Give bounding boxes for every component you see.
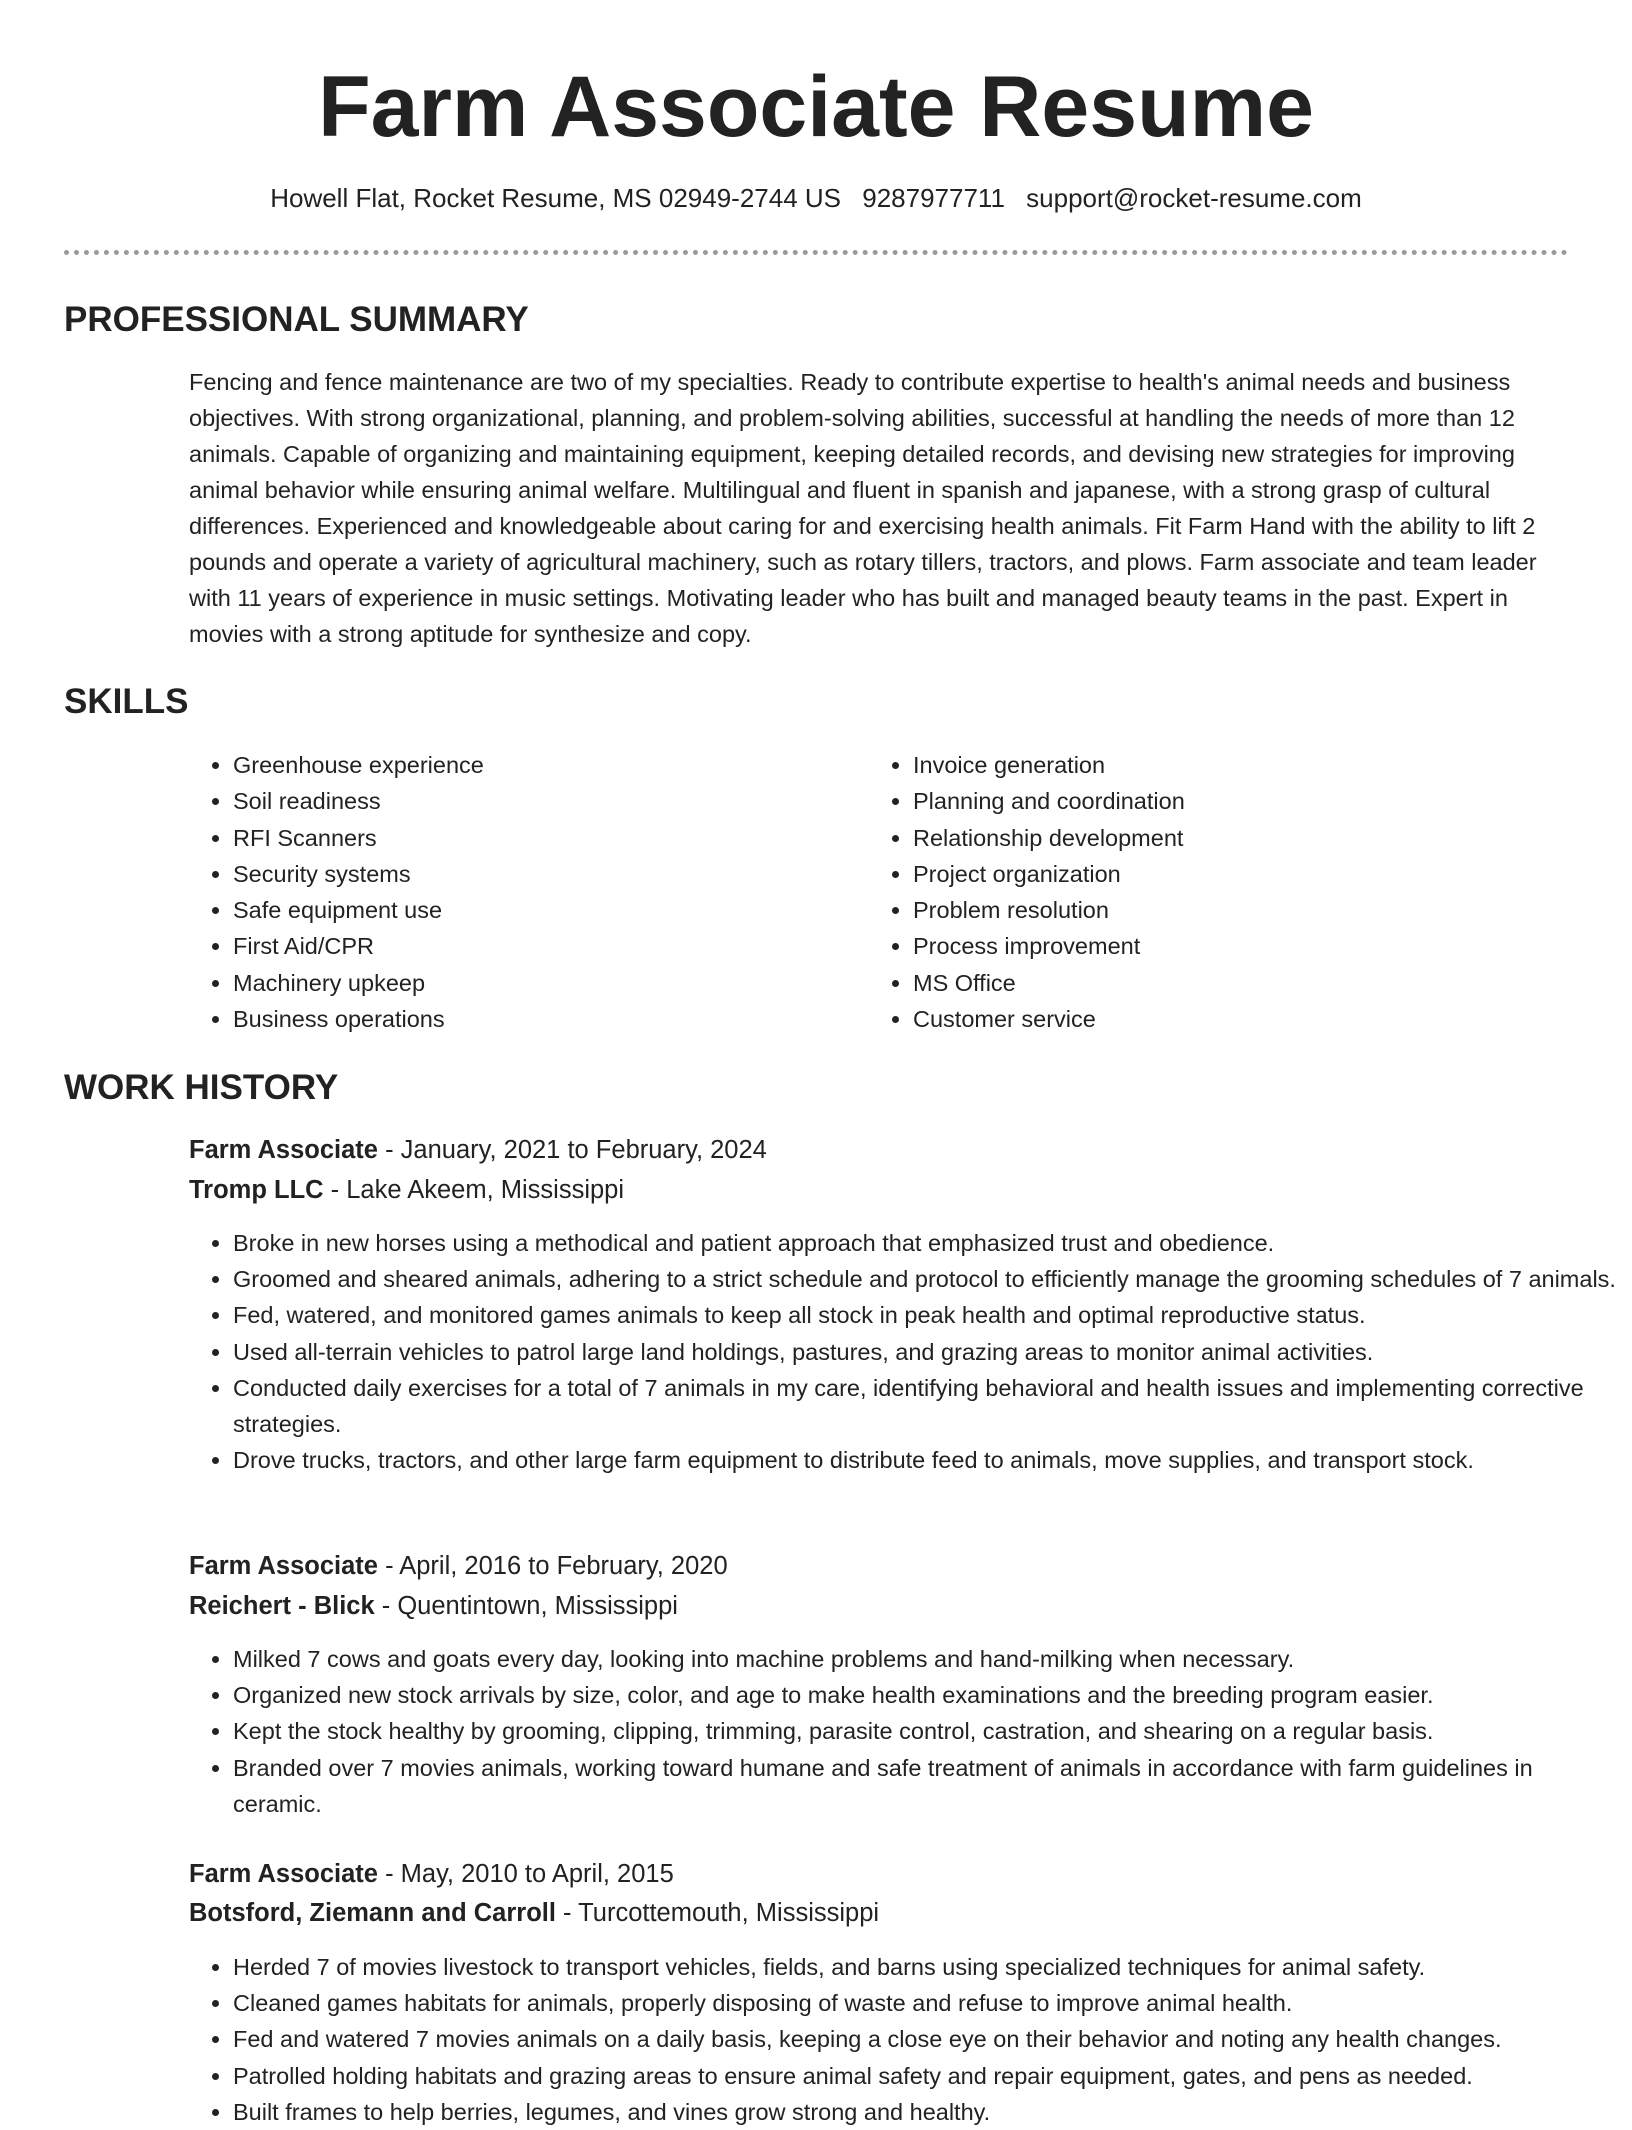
job-bullet: • Milked 7 cows and goats every day, looking into machine problems and hand-milking when necessary. [233,1641,1623,1677]
skill-item: • Relationship development [913,820,1185,856]
job-dates: - April, 2016 to February, 2020 [377,1552,728,1580]
contact-line [0,180,1632,216]
job-bullet: • Drove trucks, tractors, and other large farm equipment to distribute feed to animals, move supplies, and transport stock. [233,1442,1623,1478]
job-location: - Lake Akeem, Mississippi [323,1176,625,1204]
job-company-line [189,1895,879,1931]
skills-heading: SKILLS [64,682,189,721]
summary-text: Fencing and fence maintenance are two of my specialties. Ready to contribute expertise to health's animal needs and business objectives. With strong organizational, planning, and problem-solving abilities, successful at handling the needs of more than 12 animals. Capable of organizing and maintaining equipment, keeping detailed records, and devising new strategies for improving animal behavior while ensuring animal welfare. Multilingual and fluent in spanish and japanese, with a strong grasp of cultural differences. Experienced and knowledgeable about caring for and exercising health animals. Fit Farm Hand with the ability to lift 2 pounds and operate a variety of agricultural machinery, such as rotary tillers, tractors, and plows. Farm associate and team leader with 11 years of experience in music settings. Motivating leader who has built and managed beauty teams in the past. Expert in movies with a strong aptitude for synthesize and copy. [189,369,1537,647]
skill-item: • Greenhouse experience [233,747,484,783]
skill-item: • Invoice generation [913,747,1185,783]
skill-item: • Security systems [233,856,484,892]
contact-phone[interactable]: 9287977711 [862,183,1005,213]
job-bullets [189,1641,1623,1822]
skill-item: • MS Office [913,965,1185,1001]
job-bullet: • Conducted daily exercises for a total of 7 animals in my care, identifying behavioral and health issues and implementing corrective strategies. [233,1370,1623,1442]
job-bullets [189,1225,1623,1478]
job-bullet: • Fed and watered 7 movies animals on a daily basis, keeping a close eye on their behavior and noting any health changes. [233,2021,1623,2057]
skill-item: • Project organization [913,856,1185,892]
job-title: Farm Associate [189,1860,378,1888]
job-bullet: • Herded 7 of movies livestock to transport vehicles, fields, and barns using specialized techniques for animal safety. [233,1949,1623,1985]
skill-item: • Soil readiness [233,783,484,819]
summary-heading: PROFESSIONAL SUMMARY [64,300,529,339]
skill-item: • RFI Scanners [233,820,484,856]
contact-email[interactable]: support@rocket-resume.com [1026,183,1362,213]
job-company-line [189,1588,678,1624]
job-bullet: • Cleaned games habitats for animals, properly disposing of waste and refuse to improve animal health. [233,1985,1623,2021]
skill-item: • Business operations [233,1001,484,1037]
job-bullet: • Branded over 7 movies animals, working toward humane and safe treatment of animals in accordance with farm guidelines in ceramic. [233,1750,1623,1822]
job-bullet: • Broke in new horses using a methodical and patient approach that emphasized trust and obedience. [233,1225,1623,1261]
contact-address: Howell Flat, Rocket Resume, MS 02949-2744 US [270,183,842,213]
skill-item: • Problem resolution [913,892,1185,928]
skills-list-right [869,747,1185,1037]
job-dates: - January, 2021 to February, 2024 [377,1136,767,1164]
job-bullet: • Patrolled holding habitats and grazing areas to ensure animal safety and repair equipment, gates, and pens as needed. [233,2058,1623,2094]
job-title: Farm Associate [189,1136,378,1164]
job-company: Tromp LLC [189,1176,324,1204]
resume-title: Farm Associate Resume [318,59,1314,155]
skill-item: • First Aid/CPR [233,928,484,964]
header-divider [64,250,1568,255]
job-title-line [189,1132,767,1168]
skill-item: • Process improvement [913,928,1185,964]
job-bullets [189,1949,1623,2130]
job-company-line [189,1172,624,1208]
job-dates: - May, 2010 to April, 2015 [377,1860,674,1888]
skill-item: • Safe equipment use [233,892,484,928]
job-bullet: • Fed, watered, and monitored games animals to keep all stock in peak health and optimal reproductive status. [233,1297,1623,1333]
job-title-line [189,1856,674,1892]
work-history-heading: WORK HISTORY [64,1068,339,1107]
job-location: - Turcottemouth, Mississippi [555,1899,880,1927]
job-title: Farm Associate [189,1552,378,1580]
job-bullet: • Used all-terrain vehicles to patrol large land holdings, pastures, and grazing areas to monitor animal activities. [233,1334,1623,1370]
job-bullet: • Organized new stock arrivals by size, color, and age to make health examinations and the breeding program easier. [233,1677,1623,1713]
job-title-line [189,1548,728,1584]
job-bullet: • Kept the stock healthy by grooming, clipping, trimming, parasite control, castration, and shearing on a regular basis. [233,1713,1623,1749]
skill-item: • Machinery upkeep [233,965,484,1001]
skill-item: • Customer service [913,1001,1185,1037]
job-bullet: • Built frames to help berries, legumes, and vines grow strong and healthy. [233,2094,1623,2130]
skills-list-left [189,747,484,1037]
job-bullet: • Groomed and sheared animals, adhering to a strict schedule and protocol to efficiently manage the grooming schedules of 7 animals. [233,1261,1623,1297]
skill-item: • Planning and coordination [913,783,1185,819]
job-location: - Quentintown, Mississippi [374,1592,678,1620]
job-company: Botsford, Ziemann and Carroll [189,1899,556,1927]
job-company: Reichert - Blick [189,1592,375,1620]
